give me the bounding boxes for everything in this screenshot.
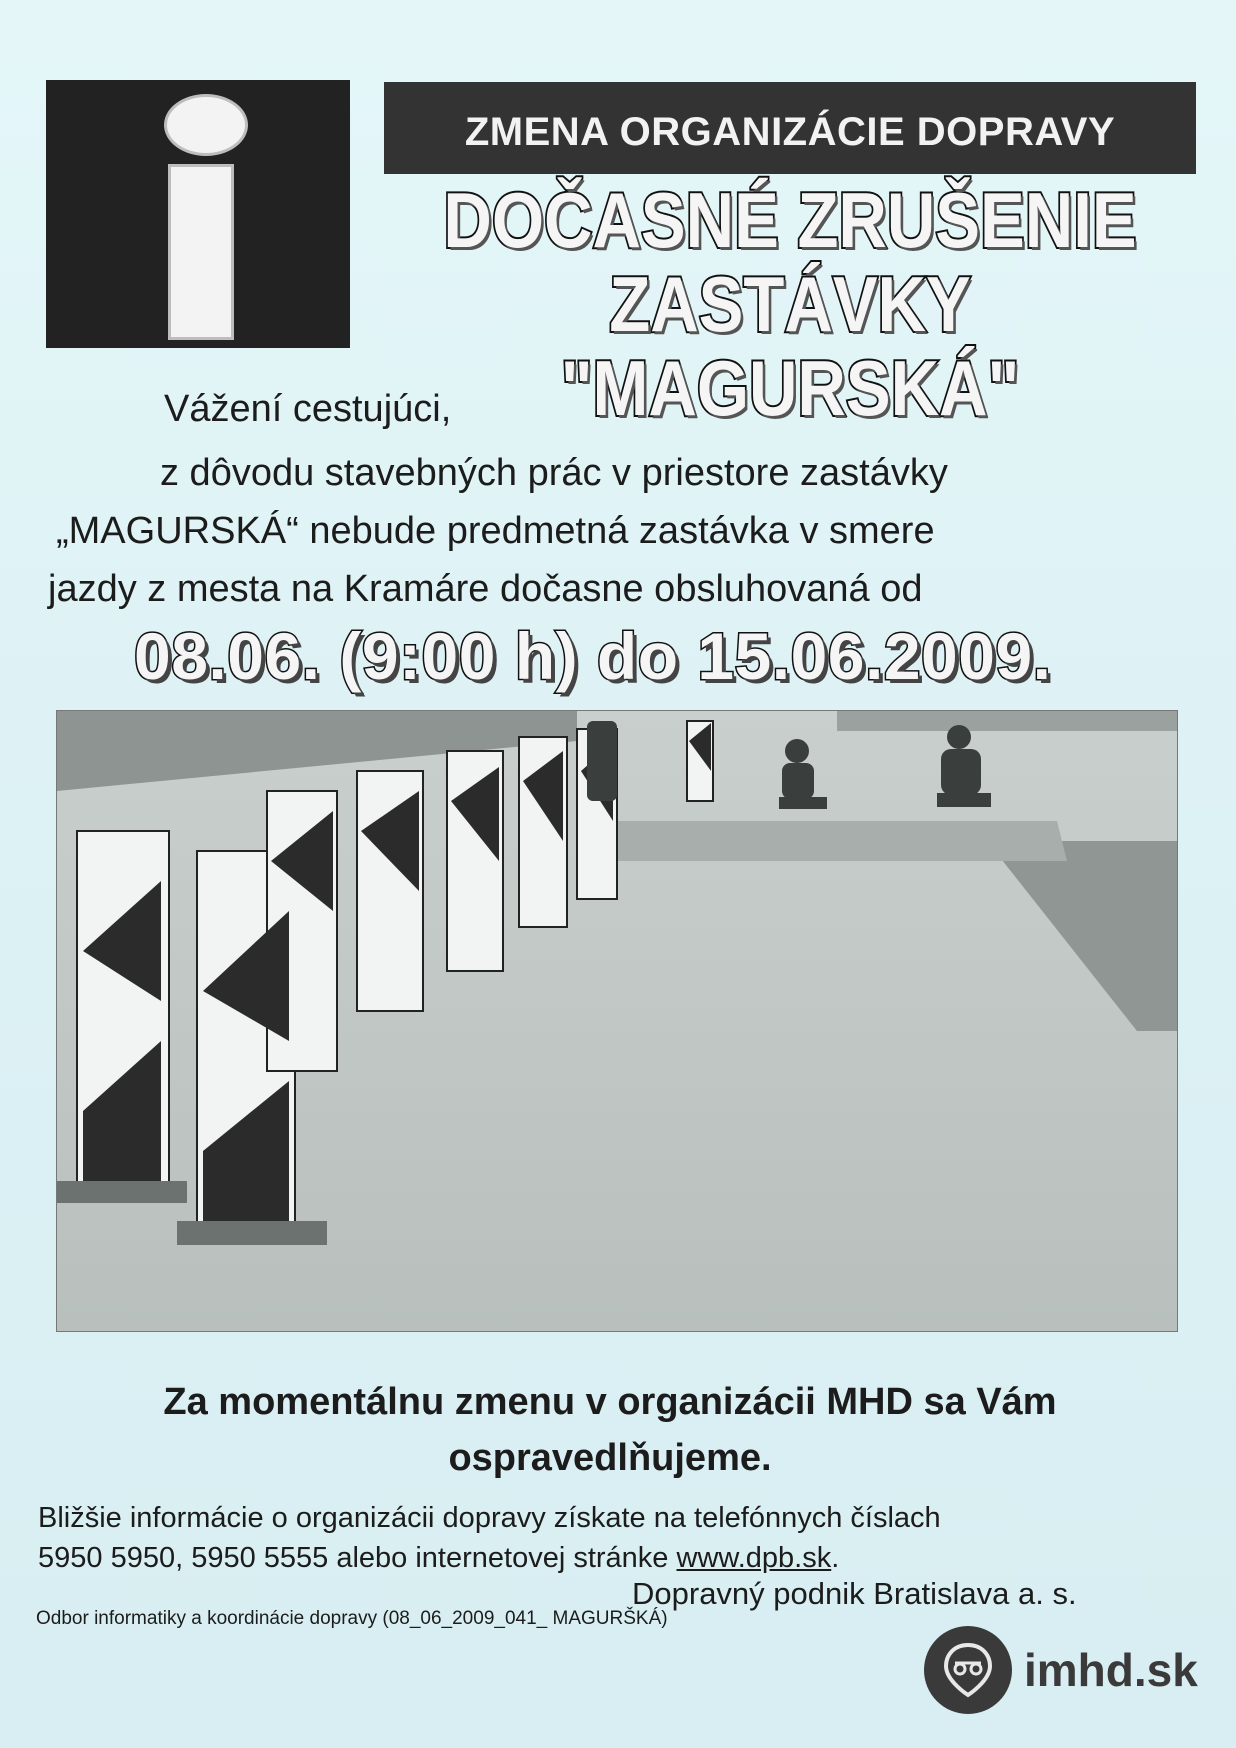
header-title (441, 178, 1139, 430)
brand-logo (924, 1626, 1198, 1714)
notice-body (48, 444, 1168, 618)
header-title-line2: ZASTÁVKY "MAGURSKÁ" (560, 260, 1020, 432)
notice-line2: „MAGURSKÁ“ nebude predmetná zastávka v smere (56, 510, 935, 552)
header-subtitle: ZMENA ORGANIZÁCIE DOPRAVY (464, 110, 1116, 154)
footer-reference: Odbor informatiky a koordinácie dopravy (08_06_2009_041_ MAGURŠKÁ) (36, 1608, 668, 1629)
contact-line2: 5950 5950, 5950 5555 alebo internetovej stránke www.dpb.sk. (38, 1542, 840, 1574)
apology-line1: Za momentálnu zmenu v organizácii MHD sa Vám (163, 1381, 1057, 1423)
apology (40, 1374, 1180, 1486)
closure-dates: 08.06. (9:00 h) do 15.06.2009. (134, 619, 1052, 693)
notice-line3: jazdy z mesta na Kramáre dočasne obsluhovaná od (48, 568, 923, 610)
roadworks-photo (56, 710, 1178, 1332)
notice-line1: z dôvodu stavebných prác v priestore zastávky (160, 452, 948, 494)
brand-name: imhd.sk (1024, 1644, 1198, 1696)
website-link[interactable]: www.dpb.sk (676, 1542, 832, 1574)
signature: Dopravný podnik Bratislava a. s. (632, 1576, 1077, 1611)
location-pin-icon (924, 1626, 1012, 1714)
apology-line2: ospravedlňujeme. (448, 1437, 772, 1479)
contact-line1: Bližšie informácie o organizácii dopravy získate na telefónnych číslach (38, 1502, 941, 1534)
greeting: Vážení cestujúci, (164, 388, 452, 430)
info-icon (46, 80, 350, 348)
contact-info (38, 1498, 1198, 1578)
header-title-line1: DOČASNÉ ZRUŠENIE (443, 176, 1137, 264)
